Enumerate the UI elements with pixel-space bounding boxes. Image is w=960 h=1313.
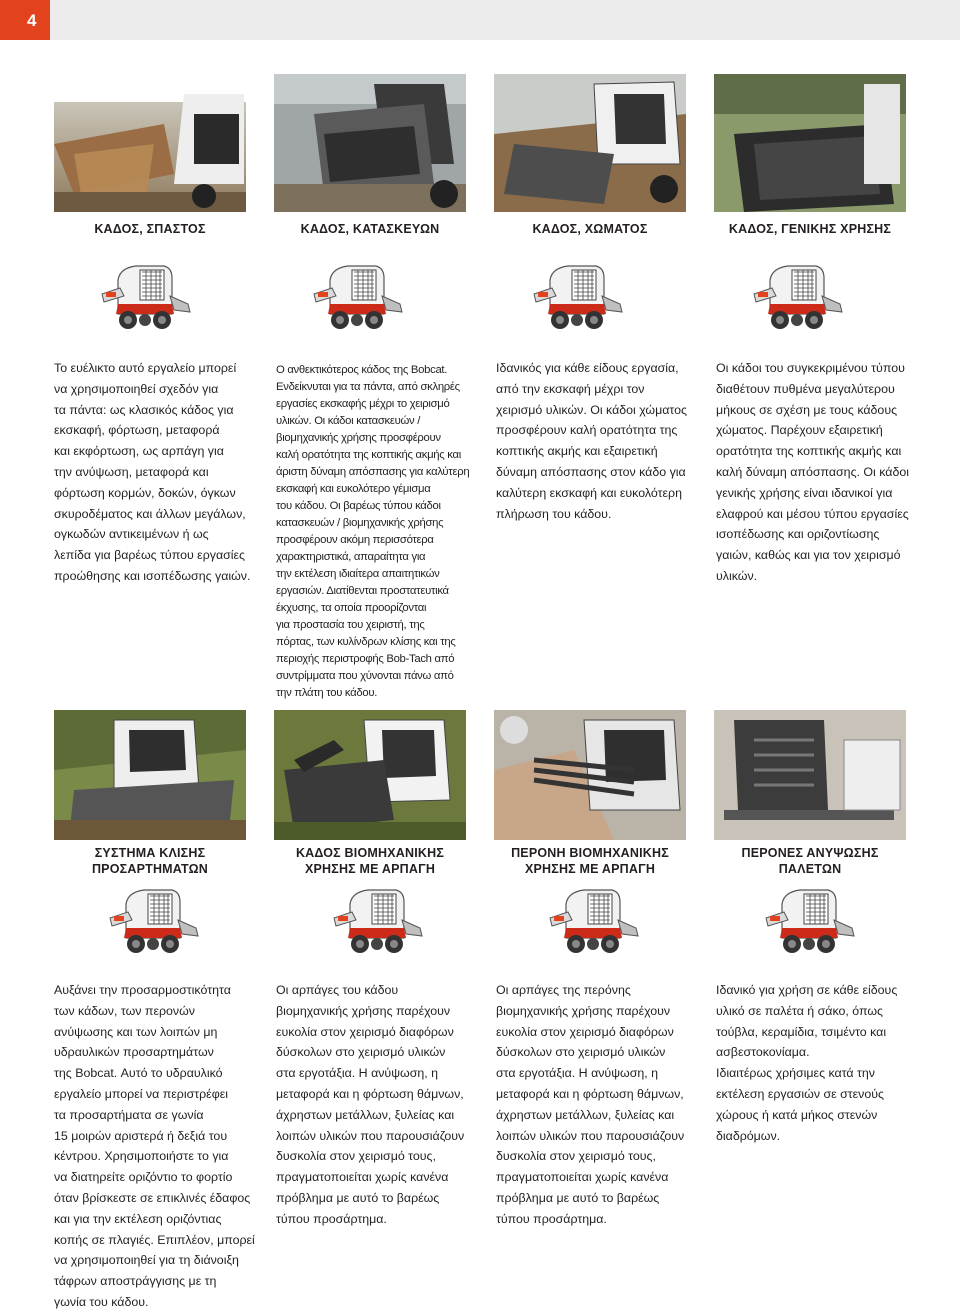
loader-illustration (98, 880, 218, 960)
header-bar (0, 0, 960, 40)
photo-pallet-forks (714, 710, 906, 840)
photo-grapple-bucket (274, 710, 466, 840)
loader-illustration (742, 256, 862, 336)
description-grapple-bucket: Οι αρπάγες του κάδου βιομηχανικής χρήσης παρέχουν ευκολία στον χειρισμό διαφόρων δύσκολων στο χειρισμό υλικών στα εργοτάξια. Η ανύψωση, η μεταφορά και η φόρτωση θάμνων, άχρηστων μετάλλων, ξυλείας και λοιπών υλικών που παρουσιάζουν δυσκολία στον χειρισμό τους, πραγματοποιείται χωρίς κανένα πρόβλημα με αυτό το βαρέως τύπου προσάρτημα. (276, 983, 465, 1226)
caption-grapple-bucket: ΚΑΔΟΣ ΒΙΟΜΗΧΑΝΙΚΗΣ ΧΡΗΣΗΣ ΜΕ ΑΡΠΑΓΗ (295, 846, 445, 876)
loader-illustration (522, 256, 642, 336)
description-grapple-fork: Οι αρπάγες της περόνης βιομηχανικής χρήσης παρέχουν ευκολία στον χειρισμό διαφόρων δύσκολων στο χειρισμό υλικών στα εργοτάξια. Η ανύψωση, η μεταφορά και η φόρτωση θάμνων, άχρηστων μετάλλων, ξυλείας και λοιπών υλικών που παρουσιάζουν δυσκολία στον χειρισμό τους, πραγματοποιείται χωρίς κανένα πρόβλημα με αυτό το βαρέως τύπου προσάρτημα. (496, 983, 685, 1226)
loader-illustration (538, 880, 658, 960)
description-pallet-forks: Ιδανικό για χρήση σε κάθε είδους υλικό σε παλέτα ή σάκο, όπως τούβλα, κεραμίδια, τσιμέντο και ασβεστοκονίαμα. Ιδιαιτέρως χρήσιμες κατά την εκτέλεση εργασιών σε στενούς χώρους ή κατά μήκος στενών διαδρόμων. (716, 983, 898, 1143)
loader-illustration (90, 256, 210, 336)
description-bucket-dirt: Ιδανικός για κάθε είδους εργασία, από την εκσκαφή μέχρι τον χειρισμό υλικών. Οι κάδοι χώματος προσφέρουν καλή ορατότητα της κοπτικής ακμής και εξαιρετική δύναμη απόσπασης στον κάδο για καλύτερη εκσκαφή και ευκολότερη πλήρωση του κάδου. (496, 361, 687, 521)
loader-illustration (754, 880, 874, 960)
caption-bucket-heavy: ΚΑΔΟΣ, ΚΑΤΑΣΚΕΥΩΝ (300, 222, 440, 236)
photo-bucket-dirt (494, 74, 686, 212)
caption-bucket-general: ΚΑΔΟΣ, ΓΕΝΙΚΗΣ ΧΡΗΣΗΣ (728, 222, 892, 236)
description-bucket-heavy: Ο ανθεκτικότερος κάδος της Bobcat. Ενδείκνυται για τα πάντα, από σκληρές εργασίες εκσκαφής μέχρι το χειρισμό υλικών. Οι κάδοι κατασκευών / βιομηχανικής χρήσης προσφέρουν καλή ορατότητα της κοπτικής ακμής και άριστη δύναμη απόσπασης για καλύτερη εκσκαφή και ευκολότερο γέμισμα του κάδου. Οι βαρέως τύπου κάδοι κατασκευών / βιομηχανικής χρήσης προσφέρουν ακόμη περισσότερα χαρακτηριστικά, απαραίτητα για την εκτέλεση ιδιαίτερα απαιτητικών εργασιών. Διατίθενται προστατευτικά έκχυσης, τα οποία προορίζονται για προστασία του χειριστή, της πόρτας, των κυλίνδρων κλίσης και της περιοχής περιστροφής Bob-Tach από συντρίμματα που χύνονται πάνω από την πλάτη του κάδου. (276, 364, 470, 699)
caption-grapple-fork: ΠΕΡΟΝΗ ΒΙΟΜΗΧΑΝΙΚΗΣ ΧΡΗΣΗΣ ΜΕ ΑΡΠΑΓΗ (511, 846, 669, 876)
description-bucket-construction: Το ευέλικτο αυτό εργαλείο μπορεί να χρησιμοποιηθεί σχεδόν για τα πάντα: ως κλασικός κάδος για εκσκαφή, φόρτωση, μεταφορά και εκφόρτωση, ως αρπάγη για την ανύψωση, μεταφορά και φόρτωση κορμών, δοκών, όγκων σκυροδέματος και άλλων μεγάλων, ογκωδών αντικειμένων ή ως λεπίδα για βαρέως τύπου εργασίες προώθησης και ισοπέδωσης γαιών. (54, 361, 251, 583)
caption-tilt-system: ΣΥΣΤΗΜΑ ΚΛΙΣΗΣ ΠΡΟΣΑΡΤΗΜΑΤΩΝ (91, 846, 209, 876)
photo-bucket-construction (54, 74, 246, 212)
loader-illustration (322, 880, 442, 960)
loader-illustration (302, 256, 422, 336)
photo-bucket-heavy (274, 74, 466, 212)
caption-bucket-dirt: ΚΑΔΟΣ, ΧΩΜΑΤΟΣ (532, 222, 648, 236)
page-number: 4 (0, 0, 50, 40)
description-tilt-system: Αυξάνει την προσαρμοστικότητα των κάδων, των περονών ανύψωσης και των λοιπών μη υδραυλικών προσαρτημάτων της Bobcat. Αυτό το υδραυλικό εργαλείο μπορεί να περιστρέφει τα προσαρτήματα σε γωνία 15 μοιρών αριστερά ή δεξιά του κέντρου. Χρησιμοποιήστε το για να διατηρείτε οριζόντιο το φορτίο όταν βρίσκεστε σε επικλινές έδαφος και για την εκτέλεση οριζόντιας κοπής σε πλαγιές. Επιπλέον, μπορεί να χρησιμοποιηθεί για τη διάνοιξη τάφρων αποστράγγισης με τη γωνία του κάδου. (54, 983, 255, 1309)
photo-grapple-fork (494, 710, 686, 840)
photo-bucket-general (714, 74, 906, 212)
caption-pallet-forks: ΠΕΡΟΝΕΣ ΑΝΥΨΩΣΗΣ ΠΑΛΕΤΩΝ (741, 846, 879, 876)
photo-tilt-system (54, 710, 246, 840)
caption-bucket-construction: ΚΑΔΟΣ, ΣΠΑΣΤΟΣ (94, 222, 206, 236)
description-bucket-general: Οι κάδοι του συγκεκριμένου τύπου διαθέτουν πυθμένα μεγαλύτερου μήκους σε σχέση με τους κάδους χώματος. Παρέχουν εξαιρετική ορατότητα της κοπτικής ακμής και καλή δύναμη απόσπασης. Οι κάδοι γενικής χρήσης είναι ιδανικοί για ελαφρού και μέσου τύπου εργασίες ισοπέδωσης και οριζοντίωσης γαιών, καθώς και για τον χειρισμό υλικών. (716, 361, 910, 583)
